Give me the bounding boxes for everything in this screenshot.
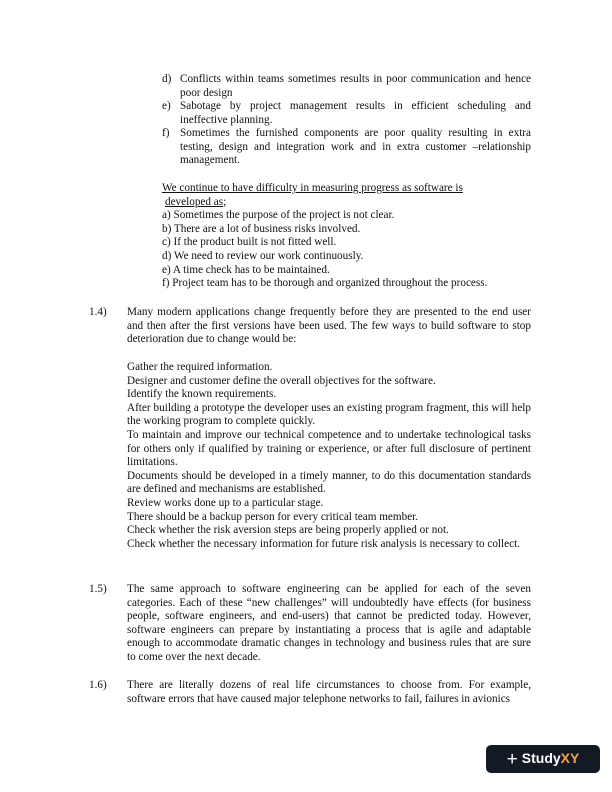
ways-item: There should be a backup person for every critical team member. — [127, 510, 419, 523]
brand-name — [522, 752, 580, 766]
progress-heading-line1: We continue to have difficulty in measuring progress as software is — [162, 182, 463, 194]
item-text: Conflicts within teams sometimes results in poor communication and hence poor design — [180, 73, 531, 99]
ways-list — [127, 361, 531, 551]
ways-item: Check whether the necessary information for future risk analysis is necessary to collect. — [127, 537, 520, 550]
list-item-e — [162, 100, 531, 127]
ways-item: Designer and customer define the overall objectives for the software. — [127, 374, 436, 387]
progress-item: b) There are a lot of business risks involved. — [162, 222, 361, 235]
item-label: f) — [162, 127, 170, 139]
list-item-f — [162, 127, 531, 168]
section-text: There are literally dozens of real life circumstances to choose from. For example, software errors that have caused major telephone networks to fail, failures in avionics — [127, 679, 531, 705]
section-number: 1.6) — [89, 679, 107, 691]
ways-item: Gather the required information. — [127, 361, 273, 373]
list-item-d — [162, 73, 531, 100]
section-1-4 — [89, 306, 531, 347]
ways-item: To maintain and improve our technical competence and to undertake technological tasks for others only if qualified by training or experience, or after full disclosure of pertinent limitations. — [127, 428, 531, 469]
progress-item: f) Project team has to be thorough and organized throughout the process. — [162, 277, 488, 290]
progress-heading-line2: developed as; — [165, 195, 227, 208]
ways-item: Documents should be developed in a timely manner, to do this documentation standards are defined and mechanisms are established. — [127, 469, 531, 496]
section-1-6 — [89, 679, 531, 706]
plus-icon: + — [506, 748, 518, 770]
ways-item: Review works done up to a particular stage. — [127, 496, 324, 509]
ways-item: Check whether the risk aversion steps are being properly applied or not. — [127, 524, 449, 537]
section-1-5 — [89, 583, 531, 665]
item-text: Sometimes the furnished components are poor quality resulting in extra testing, design and integration work and in extra customer –relationship management. — [180, 127, 531, 167]
ways-item: Identify the known requirements. — [127, 388, 277, 401]
ways-item: After building a prototype the developer uses an existing program fragment, this will help the working program to complete quickly. — [127, 401, 531, 428]
studyxy-badge[interactable] — [486, 745, 600, 773]
section-number: 1.5) — [89, 583, 107, 595]
progress-item: e) A time check has to be maintained. — [162, 263, 330, 276]
section-text: Many modern applications change frequently before they are presented to the end user and then after the first versions have been used. The few ways to build software to stop deterioration due to change would be: — [127, 306, 531, 346]
progress-item: c) If the product built is not fitted well. — [162, 236, 337, 249]
progress-item: d) We need to review our work continuously. — [162, 249, 364, 262]
progress-item: a) Sometimes the purpose of the project is not clear. — [162, 209, 395, 222]
item-label: d) — [162, 73, 172, 85]
item-text: Sabotage by project management results in efficient scheduling and ineffective planning. — [180, 100, 531, 126]
brand-accent: XY — [560, 750, 580, 767]
section-number: 1.4) — [89, 306, 107, 318]
section-text: The same approach to software engineering can be applied for each of the seven categories. Each of these “new challenges” will undoubtedly have effects (for business people, software engineers, and end-users) that cannot be predicted today. However, software engineers can prepare by instantiating a process that is agile and adaptable enough to accommodate dramatic changes in technology and business rules that are sure to come over the next decade. — [127, 583, 531, 663]
brand-main: Study — [521, 750, 561, 767]
item-label: e) — [162, 100, 171, 112]
progress-block — [162, 182, 531, 291]
